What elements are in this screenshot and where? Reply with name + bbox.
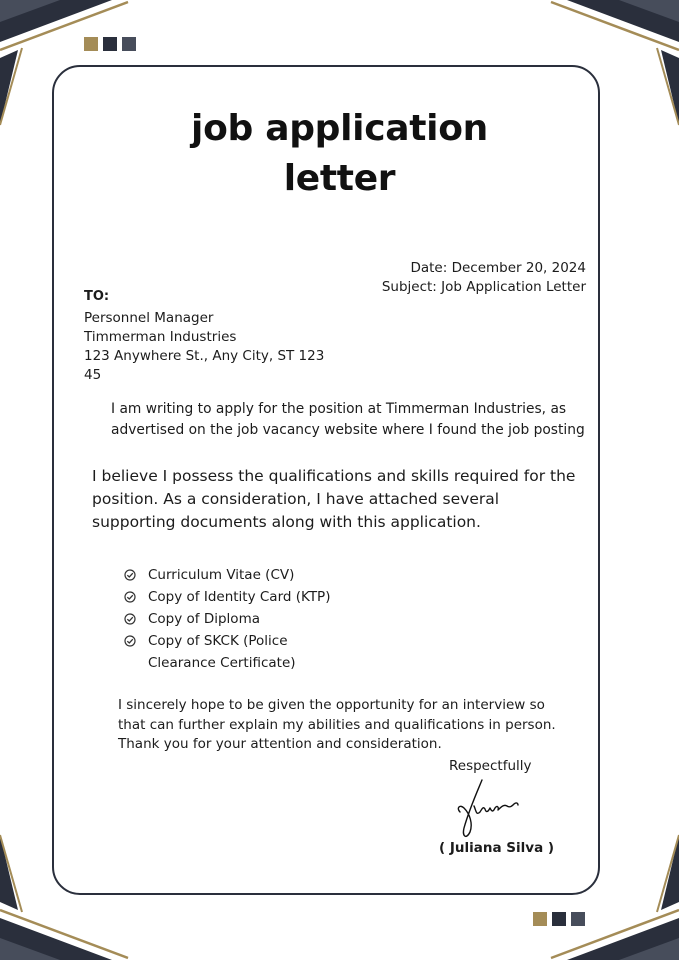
recipient-block [84,309,325,385]
gold-square [533,912,547,926]
letter-date: Date: December 20, 2024 [410,260,586,276]
title-line-1: job application [191,108,488,149]
list-item [124,564,348,586]
list-item [124,608,348,630]
recipient-company: Timmerman Industries [84,329,237,345]
gold-square [84,37,98,51]
slate-square [571,912,585,926]
attachment-label: Copy of SKCK (Police Clearance Certificate) [148,633,296,671]
navy-square [552,912,566,926]
closing-salutation: Respectfully [449,758,532,774]
slate-square [122,37,136,51]
recipient-address-line-1: 123 Anywhere St., Any City, ST 123 [84,348,325,364]
attachment-label: Curriculum Vitae (CV) [148,567,295,583]
closing-paragraph: I sincerely hope to be given the opportunity for an interview so that can further explain my abilities and qualifications in person. Thank you for your attention and consideration. [118,697,556,752]
list-item [124,630,348,674]
letter-meta [382,259,586,297]
check-circle-icon [124,608,138,630]
letter-subject: Subject: Job Application Letter [381,279,586,295]
attachment-label: Copy of Identity Card (KTP) [148,589,331,605]
page-title [0,104,679,204]
recipient-position: Personnel Manager [84,310,214,326]
to-label: TO: [84,289,110,304]
intro-paragraph: I am writing to apply for the position at Timmerman Industries, as advertised on the job vacancy website where I found the job posting [111,401,585,438]
title-line-2: letter [283,158,396,199]
list-item [124,586,348,608]
decorative-squares-top [84,37,136,51]
check-circle-icon [124,586,138,608]
signature-image [452,776,524,846]
signer-name: ( Juliana Silva ) [439,840,555,856]
check-circle-icon [124,564,138,586]
check-circle-icon [124,630,138,652]
qualifications-paragraph: I believe I possess the qualifications and skills required for the position. As a consideration, I have attached several supporting documents along with this application. [92,467,576,531]
attachment-list [124,564,348,674]
recipient-address-line-2: 45 [84,367,102,383]
navy-square [103,37,117,51]
decorative-squares-bottom [533,912,585,926]
attachment-label: Copy of Diploma [148,611,260,627]
